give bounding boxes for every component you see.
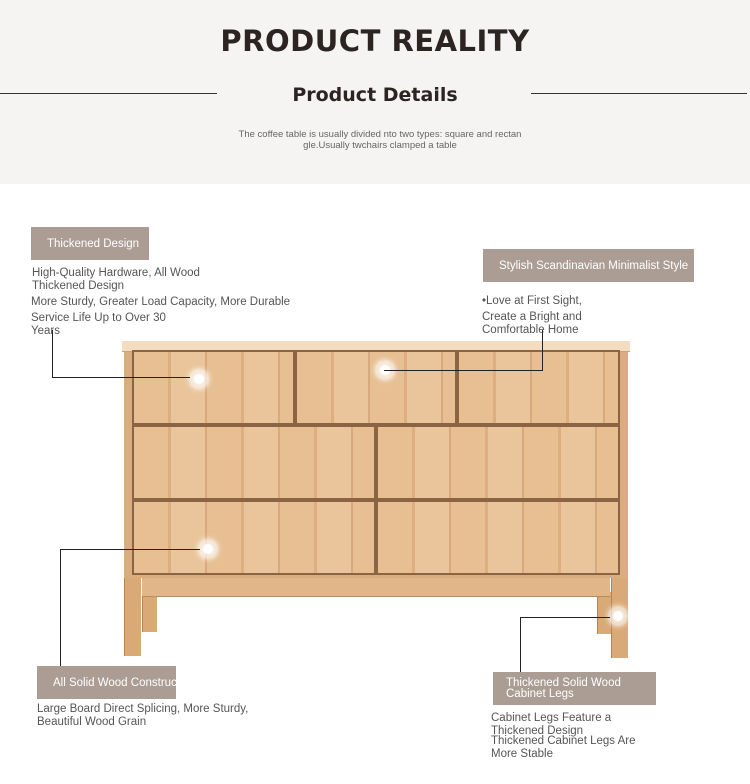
- divider-right: [531, 93, 747, 94]
- hotspot-dot: [198, 539, 218, 559]
- feature-note: Thickened Design: [32, 280, 125, 292]
- dresser-leg-front-left: [124, 574, 141, 656]
- feature-note: More Sturdy, Greater Load Capacity, More Durable: [31, 296, 291, 308]
- feature-note: Comfortable Home: [482, 324, 579, 336]
- feature-tag: Thickened Design: [31, 227, 149, 260]
- leader-line: [520, 617, 610, 618]
- drawer: [376, 500, 620, 575]
- leader-line: [52, 377, 190, 378]
- hotspot-dot: [608, 606, 628, 626]
- leader-line: [384, 370, 543, 371]
- feature-note: More Stable: [491, 748, 554, 760]
- feature-note: Large Board Direct Splicing, More Sturdy,: [37, 703, 249, 715]
- feature-note: Thickened Design: [491, 725, 584, 737]
- feature-tag-line: Cabinet Legs: [506, 687, 574, 700]
- feature-note: Beautiful Wood Grain: [37, 716, 147, 728]
- leader-line: [60, 549, 200, 550]
- feature-note: High-Quality Hardware, All Wood: [32, 267, 200, 279]
- header-banner: [0, 0, 750, 184]
- feature-note: •Love at First Sight,: [482, 295, 582, 307]
- drawer: [132, 500, 376, 575]
- feature-note: Years: [31, 325, 60, 337]
- description-line: The coffee table is usually divided nto two types: square and rectan: [238, 129, 522, 140]
- section-subtitle: Product Details: [292, 84, 458, 106]
- feature-tag: Stylish Scandinavian Minimalist Style: [483, 249, 694, 282]
- feature-note: Thickened Cabinet Legs Are: [491, 735, 636, 747]
- leader-line: [520, 617, 521, 672]
- drawer: [132, 425, 376, 500]
- dresser-apron: [142, 578, 610, 597]
- drawer: [295, 350, 457, 425]
- feature-tag: [493, 672, 656, 705]
- feature-tag-line: Thickened Solid Wood: [506, 676, 621, 689]
- hotspot-dot: [189, 369, 209, 389]
- feature-note: Service Life Up to Over 30: [31, 312, 166, 324]
- drawer: [132, 350, 295, 425]
- drawer: [457, 350, 620, 425]
- drawer: [376, 425, 620, 500]
- feature-note: Create a Bright and: [482, 311, 582, 323]
- dresser-leg-back-left: [142, 592, 157, 632]
- feature-tag: All Solid Wood Construction: [37, 666, 176, 699]
- feature-note: Cabinet Legs Feature a: [491, 712, 612, 724]
- leader-line: [60, 549, 61, 667]
- description-line: gle.Usually twchairs clamped a table: [303, 140, 457, 151]
- page-title: PRODUCT REALITY: [220, 24, 530, 58]
- header-description: [225, 129, 535, 151]
